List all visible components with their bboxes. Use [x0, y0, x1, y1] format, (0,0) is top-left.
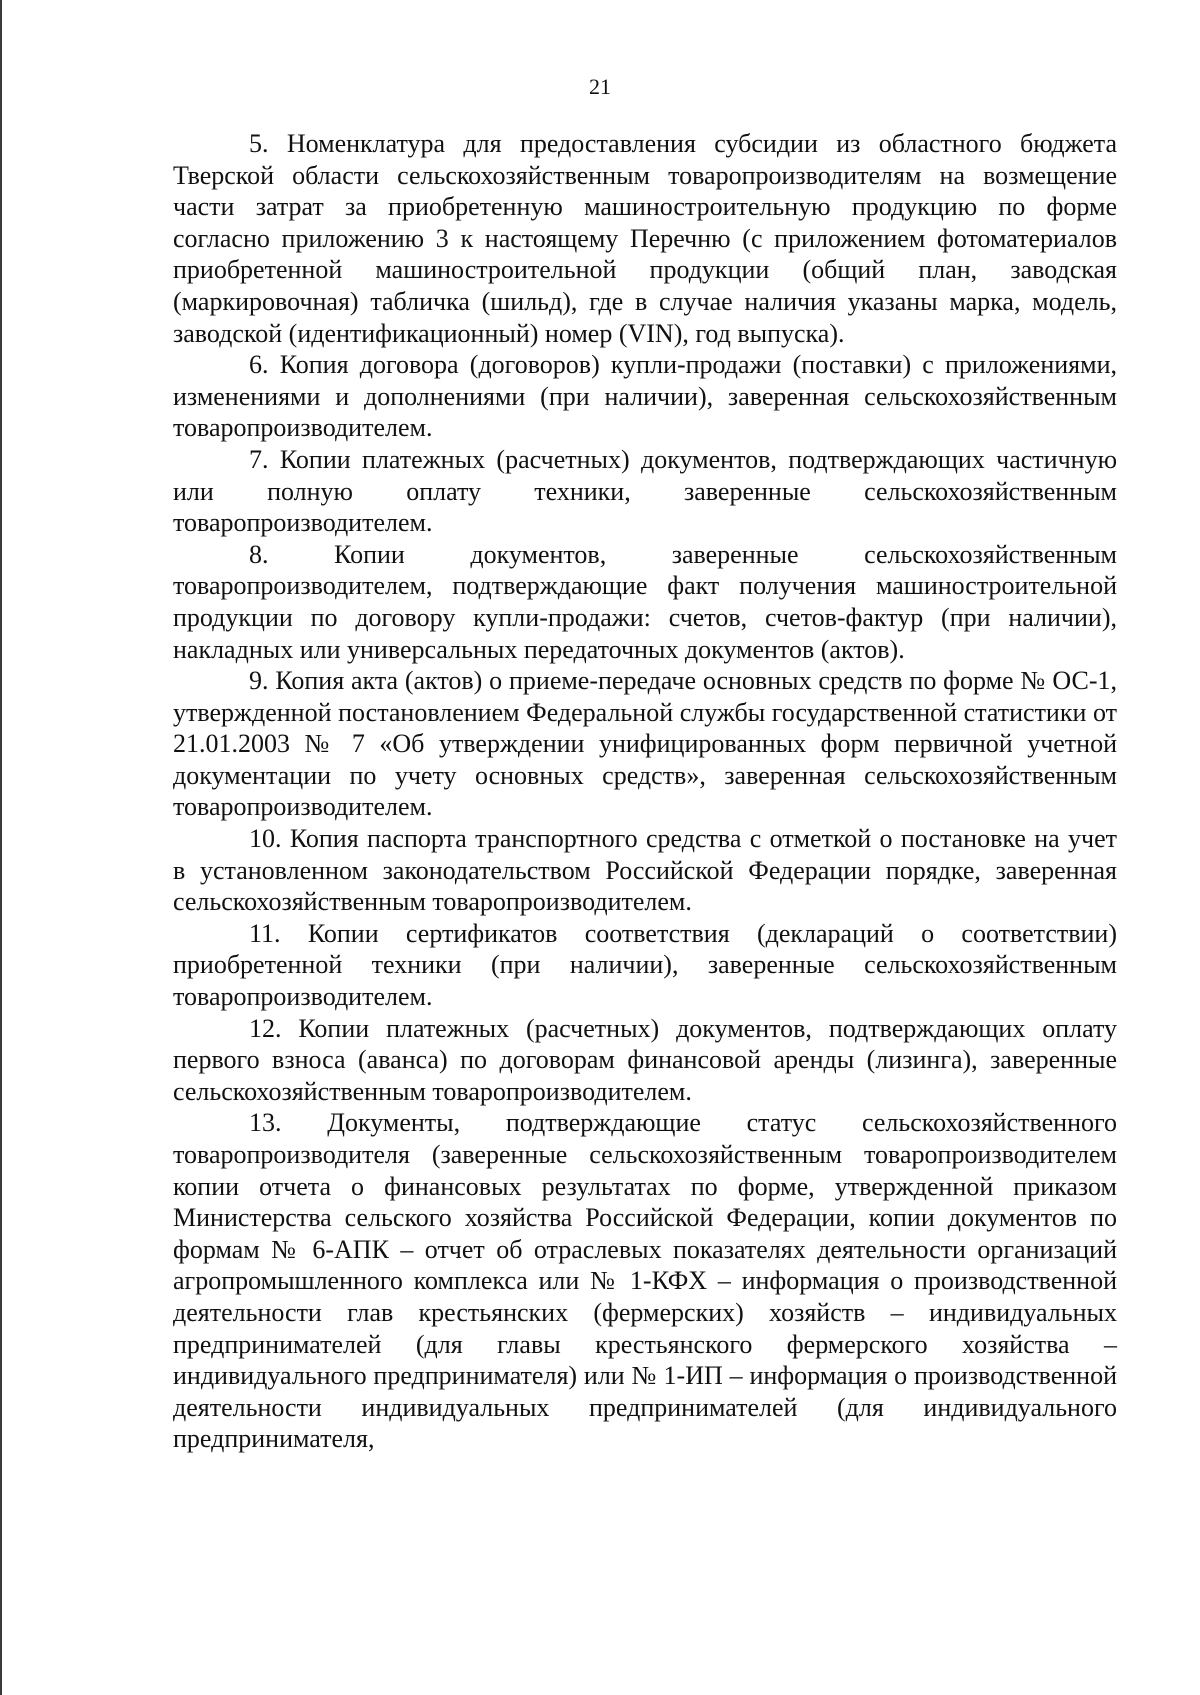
paragraph-item-10: 10. Копия паспорта транспортного средства с отметкой о постановке на учет в установленном законодательством Российской Федерации порядке, заверенная сельскохозяйственным товаропроизводителем.	[173, 824, 1117, 917]
paragraph-item-13: 13. Документы, подтверждающие статус сельскохозяйственного товаропроизводителя (заверенные сельскохозяйственным товаропроизводителем копии отчета о финансовых результатах по форме, утвержденной приказом Министерства сельского хозяйства Российской Федерации, копии документов по формам № 6-АПК – отчет об отраслевых показателях деятельности организаций агропромышленного комплекса или № 1-КФХ – информация о производственной деятельности глав крестьянских (фермерских) хозяйств – индивидуальных предпринимателей (для главы крестьянского фермерского хозяйства – индивидуального предпринимателя) или № 1-ИП – информация о производственной деятельности индивидуальных предпринимателей (для индивидуального предпринимателя,	[173, 1108, 1117, 1454]
paragraph-item-9: 9. Копия акта (актов) о приеме-передаче основных средств по форме № ОС-1, утвержденной постановлением Федеральной службы государственной статистики от 21.01.2003 № 7 «Об утверждении унифицированных форм первичной учетной документации по учету основных средств», заверенная сельскохозяйственным товаропроизводителем.	[173, 666, 1117, 822]
page-left-edge	[0, 0, 2, 1695]
document-body	[173, 128, 1117, 1455]
paragraph-item-11: 11. Копии сертификатов соответствия (деклараций о соответствии) приобретенной техники (при наличии), заверенные сельскохозяйственным товаропроизводителем.	[173, 918, 1117, 1012]
paragraph-item-5: 5. Номенклатура для предоставления субсидии из областного бюджета Тверской области сельскохозяйственным товаропроизводителям на возмещение части затрат за приобретенную машиностроительную продукцию по форме согласно приложению 3 к настоящему Перечню (с приложением фотоматериалов приобретенной машиностроительной продукции (общий план, заводская (маркировочная) табличка (шильд), где в случае наличия указаны марка, модель, заводской (идентификационный) номер (VIN), год выпуска).	[173, 129, 1117, 348]
paragraph-item-6: 6. Копия договора (договоров) купли-продажи (поставки) с приложениями, изменениями и дополнениями (при наличии), заверенная сельскохозяйственным товаропроизводителем.	[173, 350, 1117, 443]
paragraph-item-12: 12. Копии платежных (расчетных) документов, подтверждающих оплату первого взноса (аванса) по договорам финансовой аренды (лизинга), заверенные сельскохозяйственным товаропроизводителем.	[173, 1013, 1117, 1106]
paragraph-item-8: 8. Копии документов, заверенные сельскохозяйственным товаропроизводителем, подтверждающие факт получения машиностроительной продукции по договору купли-продажи: счетов, счетов-фактур (при наличии), накладных или универсальных передаточных документов (актов).	[173, 539, 1117, 664]
page-number: 21	[589, 74, 611, 99]
paragraph-item-7: 7. Копии платежных (расчетных) документов, подтверждающих частичную или полную оплату техники, заверенные сельскохозяйственным товаропроизводителем.	[173, 444, 1117, 538]
